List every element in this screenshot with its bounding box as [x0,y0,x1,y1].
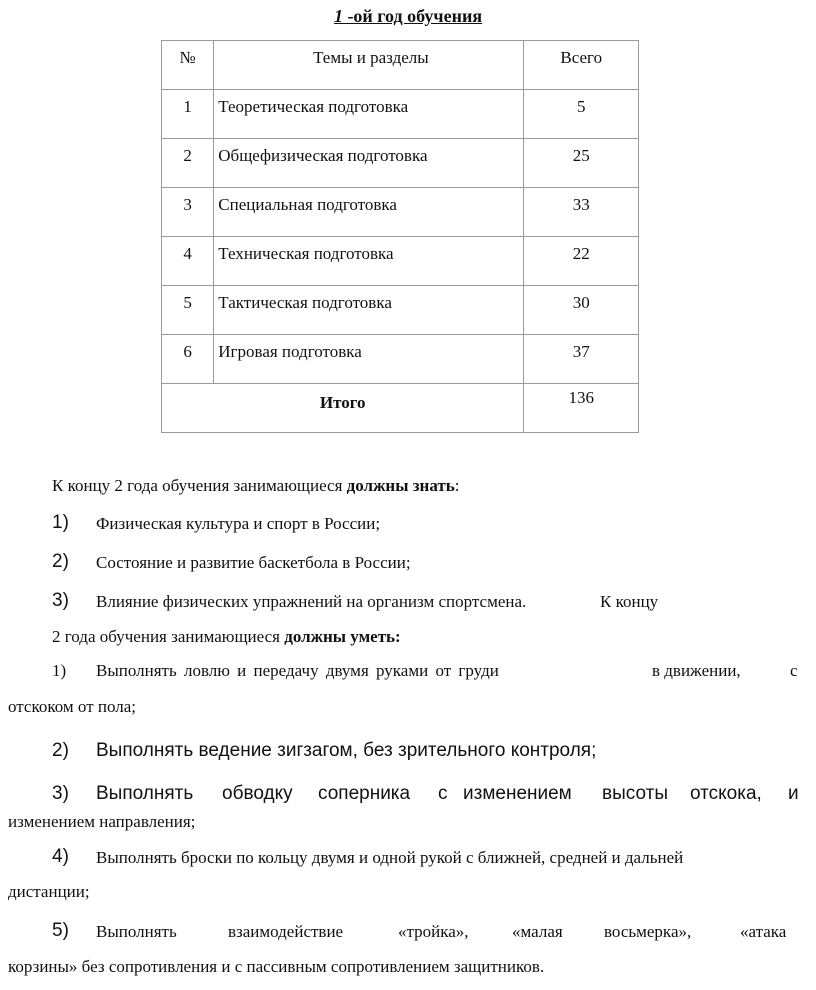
title-text: -ой год обучения [342,6,483,26]
row-total: 30 [524,286,639,335]
header-num: № [162,41,214,90]
item-text: Состояние и развитие баскетбола в России; [96,553,411,572]
row-total: 25 [524,139,639,188]
item-text: Выполнять ловлю и передачу двумя руками от груди [96,661,499,680]
know-intro-bold: должны знать [346,476,455,495]
curriculum-table [161,40,639,433]
row-num: 1 [162,90,214,139]
table-row [162,90,639,139]
total-label: Итого [162,384,524,433]
item-number: 4) [52,846,69,867]
row-total: 37 [524,335,639,384]
header-total: Всего [524,41,639,90]
item-number: 3) [52,783,69,804]
row-topic: Общефизическая подготовка [214,139,524,188]
item-number: 1) [52,512,69,533]
row-topic: Тактическая подготовка [214,286,524,335]
row-total: 22 [524,237,639,286]
item-text: в движении, [652,661,741,680]
title-number: 1 [333,6,343,26]
row-total: 5 [524,90,639,139]
item-text: Физическая культура и спорт в России; [96,514,381,533]
row-topic: Специальная подготовка [214,188,524,237]
item-number: 2) [52,551,69,572]
table-row [162,139,639,188]
item-number: 3) [52,590,69,611]
item-number: 5) [52,920,69,941]
item-text: Выполнять броски по кольцу двумя и одной рукой с ближней, средней и дальней [96,848,684,867]
row-num: 2 [162,139,214,188]
table-row [162,237,639,286]
table-row [162,286,639,335]
skills-intro-bold: должны уметь: [284,627,401,646]
row-num: 6 [162,335,214,384]
table-row [162,335,639,384]
row-num: 5 [162,286,214,335]
row-num: 3 [162,188,214,237]
table-footer-row [162,384,639,433]
item-text: Выполнять ведение зигзагом, без зрительного контроля; [96,740,597,761]
header-topic: Темы и разделы [214,41,524,90]
row-topic: Игровая подготовка [214,335,524,384]
table-row [162,188,639,237]
row-topic: Теоретическая подготовка [214,90,524,139]
row-num: 4 [162,237,214,286]
row-topic: Техническая подготовка [214,237,524,286]
item-text: Влияние физических упражнений на организм спортсмена. [96,592,527,611]
total-value: 136 [524,384,639,433]
row-total: 33 [524,188,639,237]
page-title [0,6,816,27]
table-header-row [162,41,639,90]
item-number: 2) [52,740,69,761]
item-text: с [790,661,798,680]
item-number: 1) [52,661,67,680]
skills-intro-lead: К концу [600,592,659,611]
